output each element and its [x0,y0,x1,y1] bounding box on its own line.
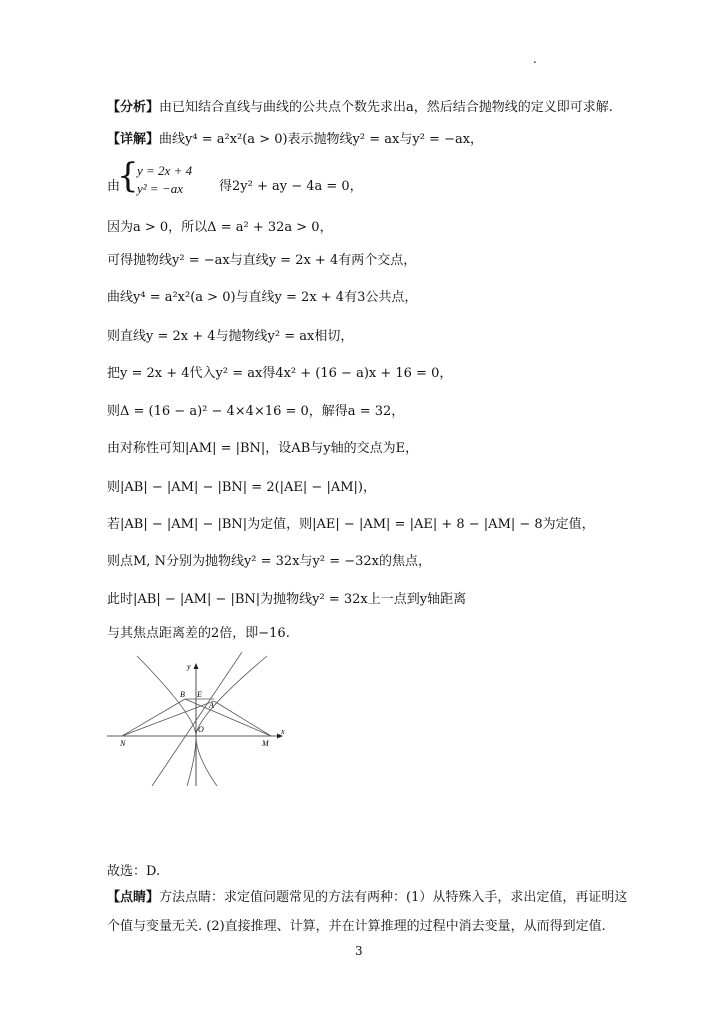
label-b: B [180,690,185,699]
parabola-diagram [107,652,289,786]
parabola-figure [107,652,289,786]
text-line-4: 因为a > 0，所以Δ = a² + 32a > 0， [107,220,333,235]
segment-nb [122,699,185,736]
page-number: 3 [355,944,363,958]
left-parabola [137,656,196,786]
tangent-line [152,652,242,786]
text-line-7: 则直线y = 2x + 4与抛物线y² = ax相切， [107,329,354,344]
text-line-6: 曲线y⁴ = a²x²(a > 0)与直线y = 2x + 4有3公共点， [107,290,418,305]
text-line-10: 由对称性可知|AM| = |BN|，设AB与y轴的交点为E， [107,441,419,456]
right-parabola [196,656,267,786]
text-line-15: 与其焦点距离差的2倍，即−16. [107,626,290,641]
page-marker: . [533,52,537,66]
label-o: O [198,725,204,734]
text-line-12: 若|AB| − |AM| − |BN|为定值，则|AE| − |AM| = |AE| + 8 − |AM| − 8为定值， [107,517,595,532]
text-line-13: 则点M, N分别为抛物线y² = 32x与y² = −32x的焦点， [107,554,432,569]
system-brace: { [117,156,139,196]
system-lead: 由 [107,179,121,194]
analysis-text: 由已知结合直线与曲线的公共点个数先求出a，然后结合抛物线的定义即可求解. [159,100,613,115]
system-equation-2: y² = −ax [137,181,183,196]
text-line-11: 则|AB| − |AM| − |BN| = 2(|AE| − |AM|)， [107,480,376,495]
detail-tag: 【详解】 [107,132,160,147]
text-line-9: 则Δ = (16 − a)² − 4×4×16 = 0，解得a = 32， [107,404,405,419]
label-y: y [187,662,191,671]
label-a: A [209,701,214,710]
text-line-5: 可得抛物线y² = −ax与直线y = 2x + 4有两个交点， [107,253,417,268]
text-line-14: 此时|AB| − |AM| − |BN|为抛物线y² = 32x上一点到y轴距离 [107,592,467,607]
comment-tag: 【点睛】 [107,890,160,905]
label-x: x [281,727,285,736]
comment-line [107,886,627,905]
system-equation-1: y = 2x + 4 [137,163,193,178]
y-axis-arrow [194,663,199,669]
answer-line: 故选：D. [107,864,161,879]
segment-ma [214,701,271,736]
comment-text: 方法点睛：求定值问题常见的方法有两种：(1）从特殊入手，求出定值，再证明这 [159,890,628,905]
label-m: M [262,739,269,748]
system-result: 得2y² + ay − 4a = 0， [219,179,363,194]
comment-line-2: 个值与变量无关. (2)直接推理、计算，并在计算推理的过程中消去变量，从而得到定值. [107,919,606,934]
analysis-line [107,96,613,115]
label-n: N [120,739,126,748]
detail-text: 曲线y⁴ = a²x²(a > 0)表示抛物线y² = ax与y² = −ax， [159,132,484,147]
detail-line [107,128,483,147]
analysis-tag: 【分析】 [107,100,160,115]
label-e: E [197,690,202,699]
text-line-8: 把y = 2x + 4代入y² = ax得4x² + (16 − a)x + 16 = 0， [107,366,453,381]
